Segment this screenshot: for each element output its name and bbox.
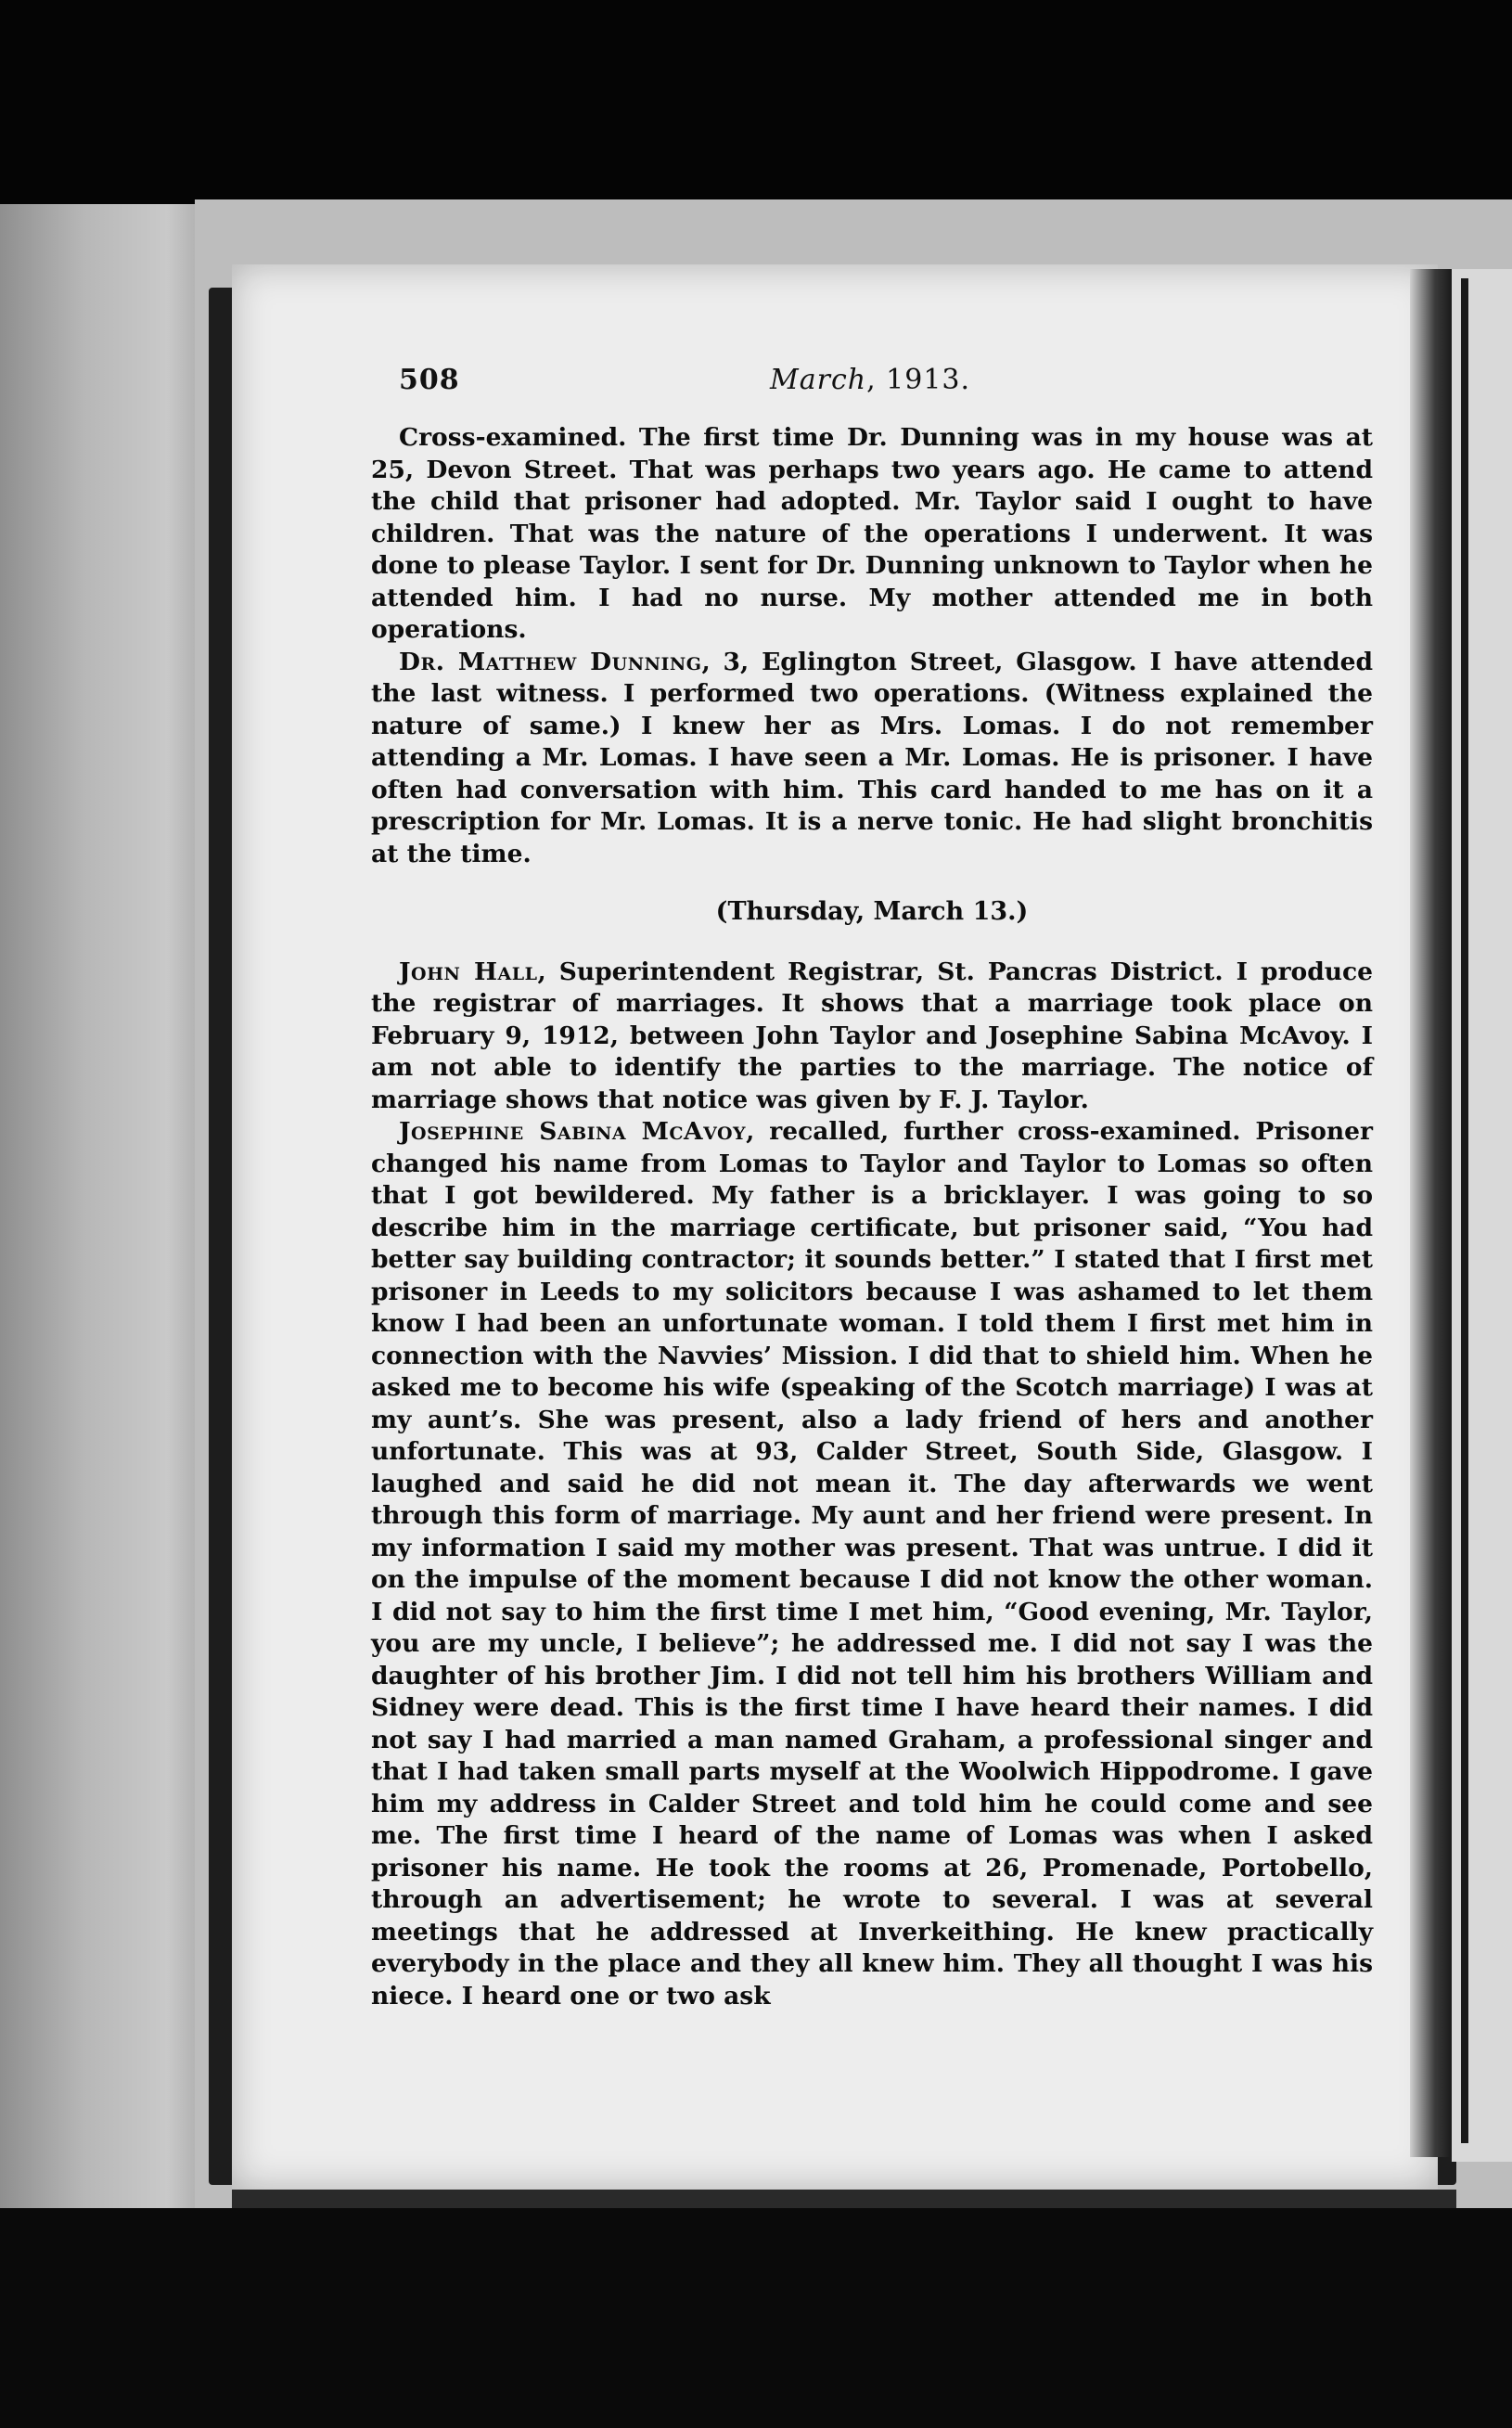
date-heading: (Thursday, March 13.)	[715, 897, 1029, 926]
scan-top-border	[0, 0, 1512, 204]
witness-name-dunning: Dr. Matthew Dunning	[399, 647, 702, 676]
witness-name-hall: John Hall	[399, 957, 538, 986]
scan-bottom-border	[0, 2208, 1512, 2428]
paragraph-cross-examined: Cross-examined. The first time Dr. Dunning was in my house was at 25, Devon Street. That was perhaps two years ago. He came to attend the child that prisoner had adopted. Mr. Taylor said I ought to have children. That was the nature of the operations I underwent. It was done to please Taylor. I sent for Dr. Dunning unknown to Taylor when he attended him. I had no nurse. My mother attended me in both operations.	[371, 423, 1373, 644]
next-page-cover-edge	[1461, 278, 1468, 2143]
running-head-year: , 1913.	[866, 364, 971, 396]
page-number: 508	[399, 364, 460, 396]
running-head	[770, 364, 970, 396]
paragraph-dunning-text: , 3, Eglington Street, Glasgow. I have attended the last witness. I performed two operations. (Witness explained the nature of same.) I knew her as Mrs. Lomas. I do not remember attending a Mr. Lomas. I have seen a Mr. Lomas. He is prisoner. I have often had conversation with him. This card handed to me has on it a prescription for Mr. Lomas. It is a nerve tonic. He had slight bronchitis at the time.	[371, 647, 1373, 868]
paragraph-dunning	[371, 647, 1373, 871]
page-header	[399, 364, 1373, 410]
left-page-edge	[0, 204, 209, 2208]
page-body	[371, 422, 1373, 2012]
running-head-month: March	[770, 364, 867, 396]
witness-name-mcavoy: Josephine Sabina McAvoy	[399, 1117, 747, 1146]
book-gutter	[1410, 269, 1452, 2157]
paragraph-mcavoy-text: , recalled, further cross-examined. Prisoner changed his name from Lomas to Taylor and Taylor to Lomas so often that I got bewildered. My father is a bricklayer. I was going to so describe him in the marriage certificate, but prisoner said, “You had better say building contractor; it sounds better.” I stated that I first met prisoner in Leeds to my solicitors because I was ashamed to let them know I had been an unfortunate woman. I told them I first met him in connection with the Navvies’ Mission. I did that to shield him. When he asked me to become his wife (speaking of the Scotch marriage) I was at my aunt’s. She was present, also a lady friend of hers and another unfortunate. This was at 93, Calder Street, South Side, Glasgow. I laughed and said he did not mean it. The day afterwards we went through this form of marriage. My aunt and her friend were present. In my information I said my mother was present. That was untrue. I did it on the impulse of the moment because I did not know the other woman. I did not say to him the first time I met him, “Good evening, Mr. Taylor, you are my uncle, I believe”; he addressed me. I did not say I was the daughter of his brother Jim. I did not tell him his brothers William and Sidney were dead. This is the first time I have heard their names. I did not say I had married a man named Graham, a professional singer and that I had taken small parts myself at the Woolwich Hippodrome. I gave him my address in Calder Street and told him he could come and see me. The first time I heard of the name of Lomas was when I asked prisoner his name. He took the rooms at 26, Promenade, Portobello, through an advertisement; he wrote to several. I was at several meetings that he addressed at Inverkeithing. He knew practically everybody in the place and they all knew him. They all thought I was his niece. I heard one or two ask	[371, 1117, 1373, 2010]
paragraph-hall-text: , Superintendent Registrar, St. Pancras District. I produce the registrar of marriages. It shows that a marriage took place on February 9, 1912, between John Taylor and Josephine Sabina McAvoy. I am not able to identify the parties to the marriage. The notice of marriage shows that notice was given by F. J. Taylor.	[371, 957, 1373, 1114]
paragraph-mcavoy	[371, 1116, 1373, 2012]
paragraph-hall	[371, 957, 1373, 1117]
